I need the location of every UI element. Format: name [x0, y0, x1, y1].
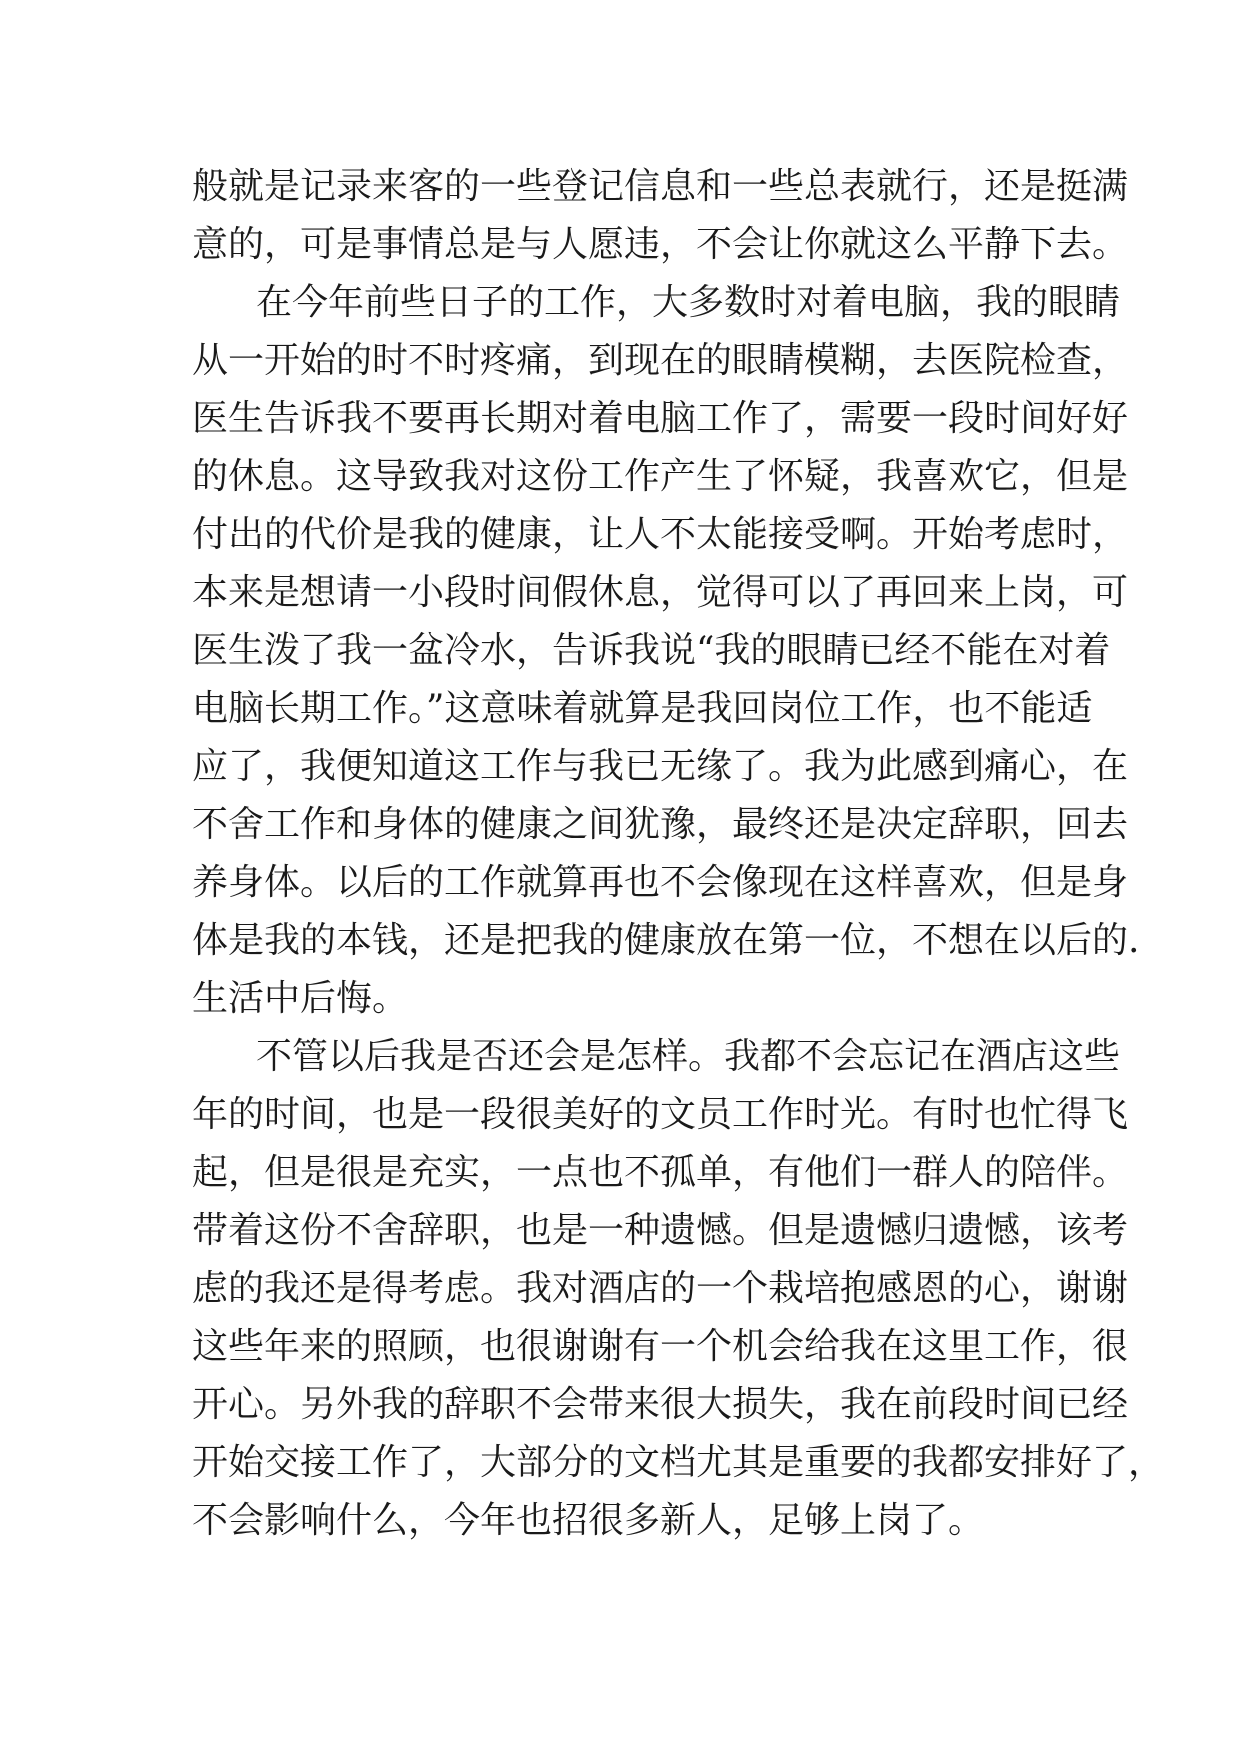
text-line: 不舍工作和身体的健康之间犹豫，最终还是决定辞职，回去	[192, 804, 1129, 845]
text-line: 般就是记录来客的一些登记信息和一些总表就行，还是挺满	[192, 166, 1129, 207]
document-body	[192, 158, 1165, 1550]
text-line: 带着这份不舍辞职，也是一种遗憾。但是遗憾归遗憾，该考	[192, 1210, 1129, 1251]
text-line: 起，但是很是充实，一点也不孤单，有他们一群人的陪伴。	[192, 1152, 1129, 1193]
text-line: 本来是想请一小段时间假休息，觉得可以了再回来上岗，可	[192, 572, 1129, 613]
text-line: 不会影响什么，今年也招很多新人，足够上岗了。	[192, 1500, 985, 1541]
paragraph-3	[192, 1028, 1165, 1550]
text-line: 年的时间，也是一段很美好的文员工作时光。有时也忙得飞	[192, 1094, 1129, 1135]
text-line: 电脑长期工作。”这意味着就算是我回岗位工作，也不能适	[192, 688, 1093, 729]
text-line: 生活中后悔。	[192, 978, 409, 1019]
text-line: 在今年前些日子的工作，大多数时对着电脑，我的眼睛	[256, 282, 1121, 323]
text-line: 不管以后我是否还会是怎样。我都不会忘记在酒店这些	[256, 1036, 1121, 1077]
text-line: 养身体。以后的工作就算再也不会像现在这样喜欢，但是身	[192, 862, 1129, 903]
text-line: 虑的我还是得考虑。我对酒店的一个栽培抱感恩的心，谢谢	[192, 1268, 1129, 1309]
text-line: 付出的代价是我的健康，让人不太能接受啊。开始考虑时，	[192, 514, 1129, 555]
text-line: 医生告诉我不要再长期对着电脑工作了，需要一段时间好好	[192, 398, 1129, 439]
text-line: 开心。另外我的辞职不会带来很大损失，我在前段时间已经	[192, 1384, 1129, 1425]
text-line: 的休息。这导致我对这份工作产生了怀疑，我喜欢它，但是	[192, 456, 1129, 497]
text-line: 医生泼了我一盆冷水，告诉我说“我的眼睛已经不能在对着	[192, 630, 1111, 671]
paragraph-2	[192, 274, 1140, 1028]
paragraph-1	[192, 158, 1129, 274]
text-line: 应了，我便知道这工作与我已无缘了。我为此感到痛心，在	[192, 746, 1129, 787]
text-line: 开始交接工作了，大部分的文档尤其是重要的我都安排好了，	[192, 1442, 1165, 1483]
text-line: 意的，可是事情总是与人愿违，不会让你就这么平静下去。	[192, 224, 1129, 265]
text-line: 从一开始的时不时疼痛，到现在的眼睛模糊，去医院检查，	[192, 340, 1129, 381]
text-line: 体是我的本钱，还是把我的健康放在第一位，不想在以后的.	[192, 920, 1140, 961]
text-line: 这些年来的照顾，也很谢谢有一个机会给我在这里工作，很	[192, 1326, 1129, 1367]
